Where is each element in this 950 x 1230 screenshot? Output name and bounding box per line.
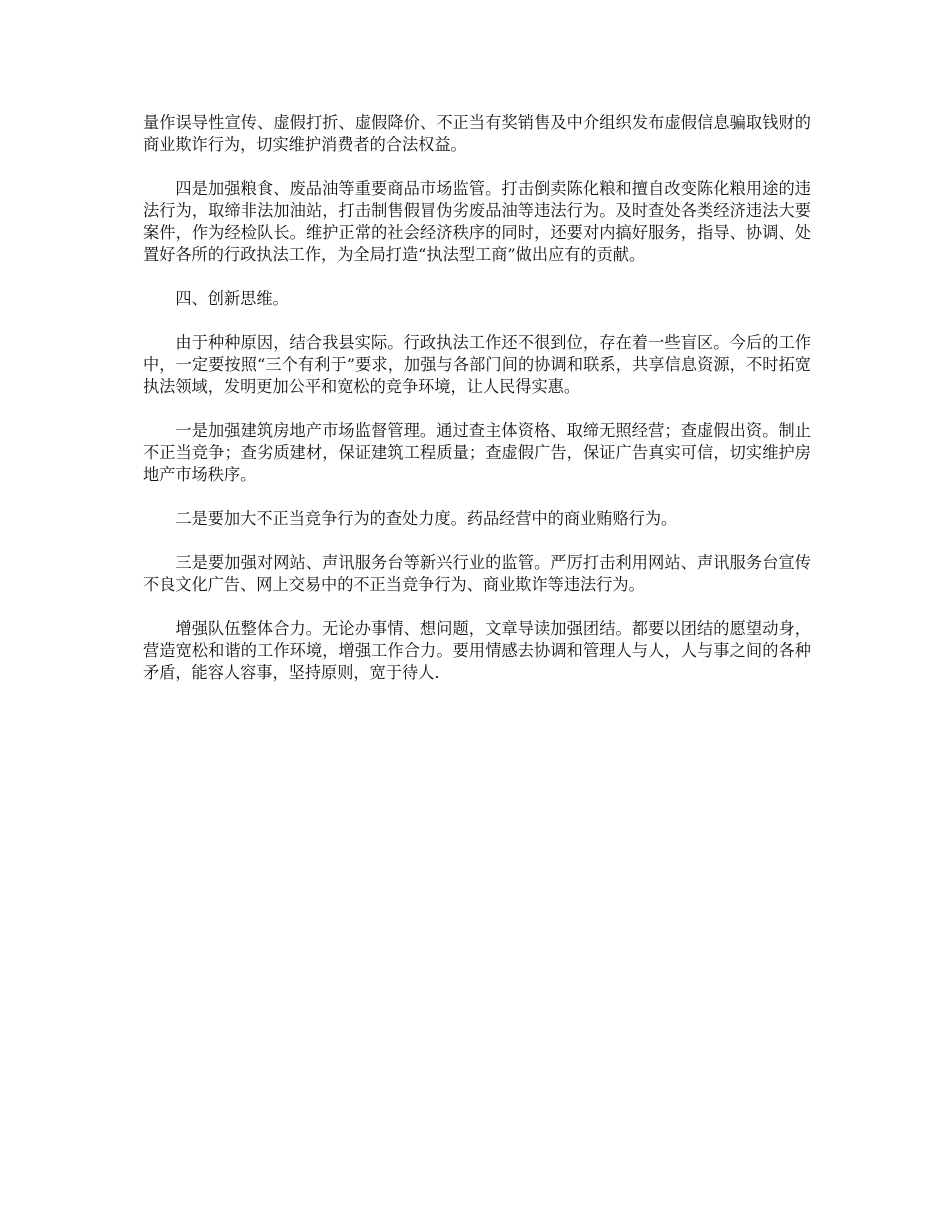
paragraph-grain-oil-supervision: 四是加强粮食、废品油等重要商品市场监管。打击倒卖陈化粮和擅自改变陈化粮用途的违法行为，取缔非法加油站，打击制售假冒伪劣废品油等违法行为。及时查处各类经济违法大要案件，作为经检队长。维护正常的社会经济秩序的同时，还要对内搞好服务，指导、协调、处置好各所的行政执法工作，为全局打造“执法型工商”做出应有的贡献。 bbox=[143, 179, 811, 264]
paragraph-unfair-competition: 二是要加大不正当竞争行为的查处力度。药品经营中的商业贿赂行为。 bbox=[175, 509, 678, 528]
paragraph-website-hotline-supervision: 三是要加强对网站、声讯服务台等新兴行业的监管。严厉打击利用网站、声讯服务台宣传不良文化广告、网上交易中的不正当竞争行为、商业欺诈等违法行为。 bbox=[143, 553, 811, 594]
document-page bbox=[143, 112, 811, 706]
paragraph-enforcement-blind-spots: 由于种种原因，结合我县实际。行政执法工作还不很到位，存在着一些盲区。今后的工作中，一定要按照“三个有利于”要求，加强与各部门间的协调和联系，共享信息资源，不时拓宽执法领域，发明更加公平和宽松的竞争环境，让人民得实惠。 bbox=[143, 333, 811, 396]
paragraph-continuation: 量作误导性宣传、虚假打折、虚假降价、不正当有奖销售及中介组织发布虚假信息骗取钱财的商业欺诈行为，切实维护消费者的合法权益。 bbox=[143, 113, 811, 154]
paragraph-real-estate-supervision: 一是加强建筑房地产市场监督管理。通过查主体资格、取缔无照经营；查虚假出资。制止不正当竞争；查劣质建材，保证建筑工程质量；查虚假广告，保证广告真实可信，切实维护房地产市场秩序。 bbox=[143, 421, 811, 484]
section-heading-innovative-thinking: 四、创新思维。 bbox=[175, 289, 289, 308]
paragraph-team-cohesion: 增强队伍整体合力。无论办事情、想问题，文章导读加强团结。都要以团结的愿望动身，营造宽松和谐的工作环境，增强工作合力。要用情感去协调和管理人与人，人与事之间的各种矛盾，能容人容事，坚持原则，宽于待人. bbox=[143, 619, 811, 682]
